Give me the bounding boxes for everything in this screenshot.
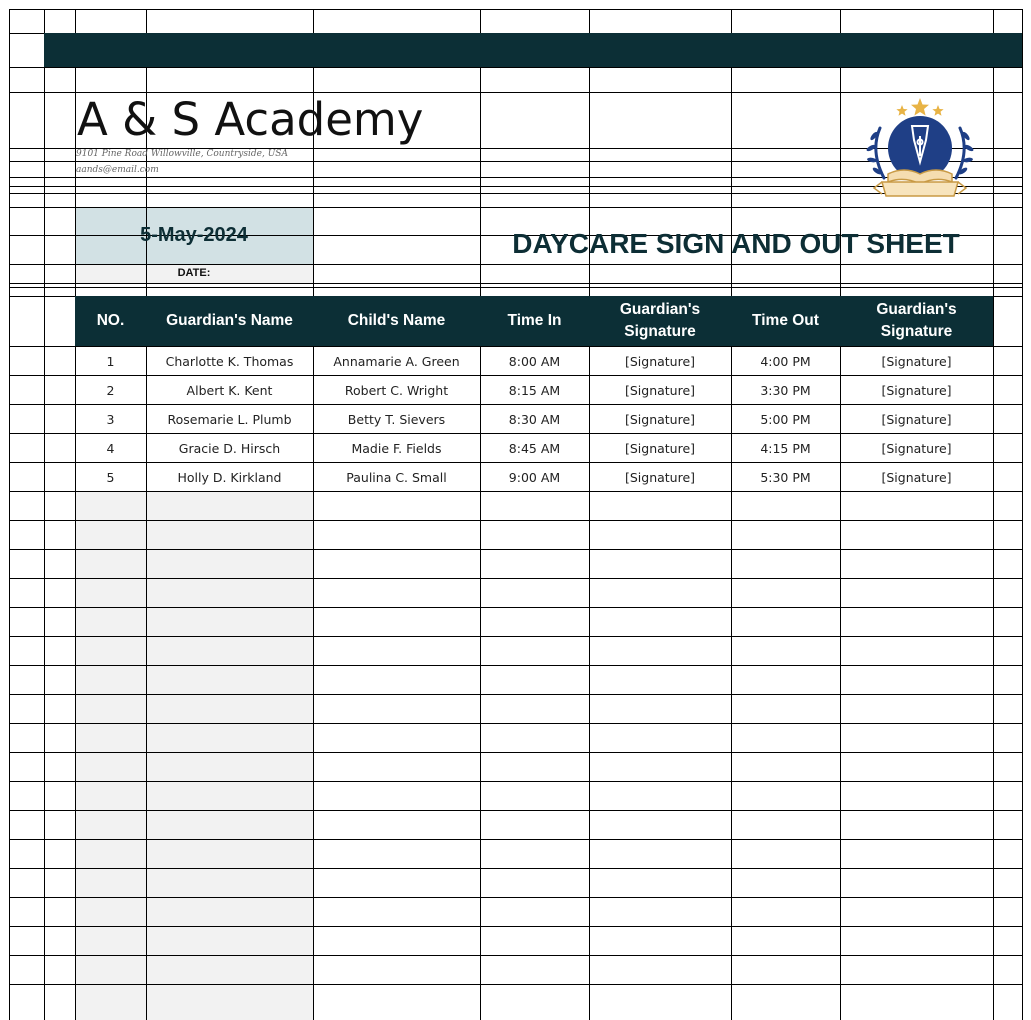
table-cell[interactable]: [Signature] [881, 411, 952, 427]
shaded-column-fill [75, 492, 313, 1020]
column-header[interactable]: Guardian's Signature [619, 301, 701, 340]
sheet-title[interactable]: DAYCARE SIGN AND OUT SHEET [512, 228, 960, 259]
table-cell[interactable]: Rosemarie L. Plumb [167, 411, 292, 427]
table-cell[interactable]: 5 [106, 469, 115, 485]
table-cell[interactable]: [Signature] [881, 382, 952, 398]
school-email[interactable]: aands@email.com [76, 165, 159, 175]
date-value[interactable]: 5-May-2024 [140, 224, 248, 246]
table-cell[interactable]: Robert C. Wright [344, 382, 449, 398]
academy-crest-icon [862, 96, 978, 204]
table-cell[interactable]: [Signature] [881, 440, 952, 456]
column-header[interactable]: Time Out [752, 312, 819, 329]
table-cell[interactable]: Betty T. Sievers [347, 411, 446, 427]
school-name[interactable]: A & S Academy [77, 93, 424, 146]
school-address[interactable]: 9101 Pine Road Willowville, Countryside, USA [76, 149, 288, 159]
table-cell[interactable]: [Signature] [624, 440, 696, 456]
table-cell[interactable]: Holly D. Kirkland [177, 469, 282, 485]
table-cell[interactable]: 3:30 PM [760, 382, 811, 398]
table-cell[interactable]: 8:15 AM [508, 382, 561, 398]
table-cell[interactable]: Madie F. Fields [351, 440, 442, 456]
column-header[interactable]: Time In [507, 312, 562, 329]
table-cell[interactable]: 1 [106, 353, 115, 369]
table-cell[interactable]: Charlotte K. Thomas [165, 353, 294, 369]
table-cell[interactable]: [Signature] [624, 353, 696, 369]
table-cell[interactable]: Gracie D. Hirsch [178, 440, 281, 456]
table-cell[interactable]: 5:00 PM [760, 411, 811, 427]
column-header[interactable]: NO. [96, 312, 125, 329]
table-cell[interactable]: 4:15 PM [760, 440, 811, 456]
table-cell[interactable]: [Signature] [881, 469, 952, 485]
table-cell[interactable]: 5:30 PM [760, 469, 811, 485]
table-cell[interactable]: 4 [106, 440, 115, 456]
table-cell[interactable]: 8:00 AM [508, 353, 561, 369]
column-header[interactable]: Guardian's Name [166, 312, 293, 329]
table-cell[interactable]: Annamarie A. Green [333, 353, 460, 369]
column-header[interactable]: Guardian's Signature [876, 301, 957, 340]
top-banner [44, 33, 1022, 67]
table-cell[interactable]: 2 [106, 382, 115, 398]
table-cell[interactable]: 3 [106, 411, 115, 427]
table-cell[interactable]: Albert K. Kent [186, 382, 273, 398]
table-cell[interactable]: 9:00 AM [508, 469, 561, 485]
table-cell[interactable]: [Signature] [624, 382, 696, 398]
table-cell[interactable]: 4:00 PM [760, 353, 811, 369]
table-cell[interactable]: [Signature] [881, 353, 952, 369]
table-cell[interactable]: [Signature] [624, 411, 696, 427]
table-cell[interactable]: Paulina C. Small [346, 469, 447, 485]
table-cell[interactable]: 8:30 AM [508, 411, 561, 427]
date-label[interactable]: DATE: [177, 267, 211, 279]
table-cell[interactable]: 8:45 AM [508, 440, 561, 456]
table-cell[interactable]: [Signature] [624, 469, 696, 485]
column-header[interactable]: Child's Name [347, 312, 446, 329]
